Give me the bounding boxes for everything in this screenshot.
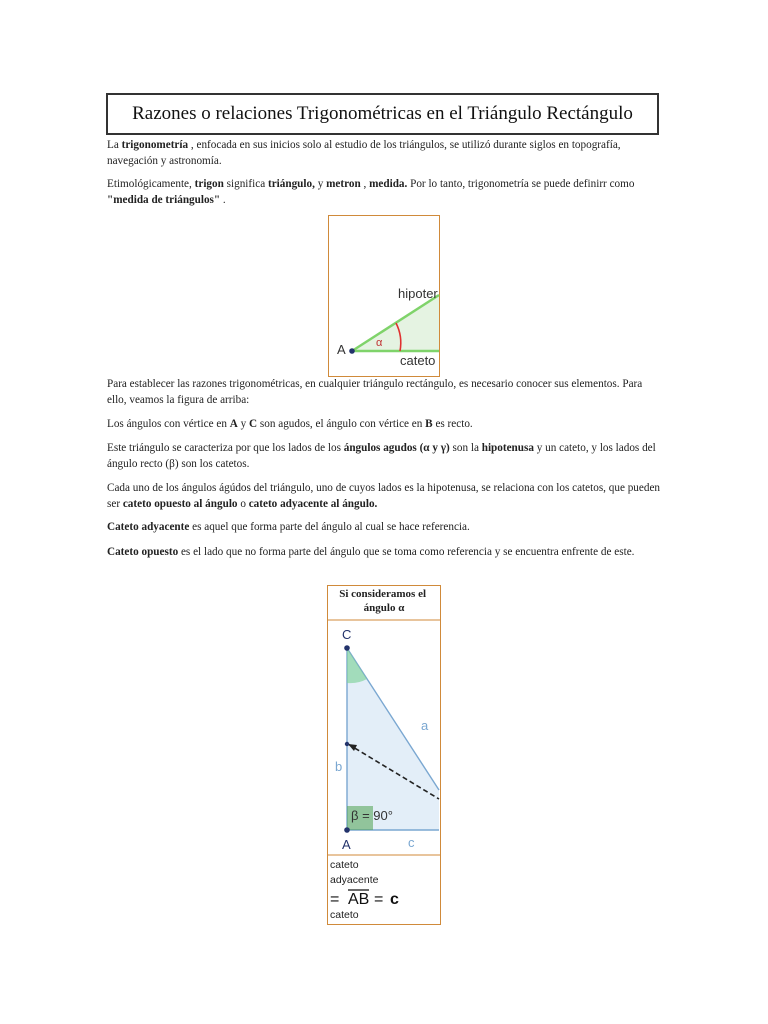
paragraph-characteristics: Este triángulo se caracteriza por que los lados de los ángulos agudos (α y γ) son la hipotenusa y un cateto, y los lados del ángulo recto (β) son los catetos. xyxy=(107,442,656,470)
vertex-c-label: C xyxy=(342,627,352,642)
formula-equals-2: = xyxy=(374,891,384,908)
leg-label: cateto xyxy=(400,353,436,368)
paragraph-elements: Para establecer las razones trigonométricas, en cualquier triángulo rectángulo, es necesario conocer sus elementos. Para ello, veamos la figura de arriba: xyxy=(107,378,643,406)
caption-cateto: cateto xyxy=(330,859,359,871)
paragraph-opposite: Cateto opuesto es el lado que no forma parte del ángulo que se toma como referencia y se encuentra enfrente de este. xyxy=(107,546,635,558)
side-c-label: c xyxy=(408,835,415,850)
hypotenuse-label: hipoter xyxy=(398,286,438,301)
paragraph-etymology: Etimológicamente, trigon significa triángulo, y metron , medida. Por lo tanto, trigonometría se puede definirr como "medida de triángulos" . xyxy=(107,178,635,206)
page-title: Razones o relaciones Trigonométricas en el Triángulo Rectángulo xyxy=(132,103,633,124)
paragraph-legs: Cada uno de los ángulos ágúdos del triángulo, uno de cuyos lados es la hipotenusa, se relaciona con los catetos, que pueden ser cateto opuesto al ángulo o cateto adyacente al ángulo. xyxy=(107,482,661,510)
caption-adyacente: adyacente xyxy=(330,874,379,886)
alpha-label: α xyxy=(376,337,383,349)
paragraph-adjacent: Cateto adyacente es aquel que forma parte del ángulo al cual se hace referencia. xyxy=(107,521,470,533)
formula-c: c xyxy=(390,891,399,908)
title-box xyxy=(106,93,659,135)
figure-header: Si consideramos el ángulo α xyxy=(339,588,427,614)
paragraph-vertices: Los ángulos con vértice en A y C son agudos, el ángulo con vértice en B es recto. xyxy=(107,418,473,430)
vertex-a-label: A xyxy=(342,837,351,852)
caption-cateto-2: cateto xyxy=(330,909,359,921)
triangle-figure-2 xyxy=(327,585,441,925)
paragraph-intro: La trigonometría , enfocada en sus inicios solo al estudio de los triángulos, se utilizó durante siglos en topografía, navegación y astronomía. xyxy=(107,139,621,167)
formula-ab: AB xyxy=(348,891,370,908)
formula-equals-1: = xyxy=(330,891,340,908)
side-a-label: a xyxy=(421,718,429,733)
beta-label: β = 90° xyxy=(351,808,393,823)
vertex-a-label: A xyxy=(337,342,346,357)
side-b-label: b xyxy=(335,759,343,774)
triangle-figure-1 xyxy=(328,215,440,377)
